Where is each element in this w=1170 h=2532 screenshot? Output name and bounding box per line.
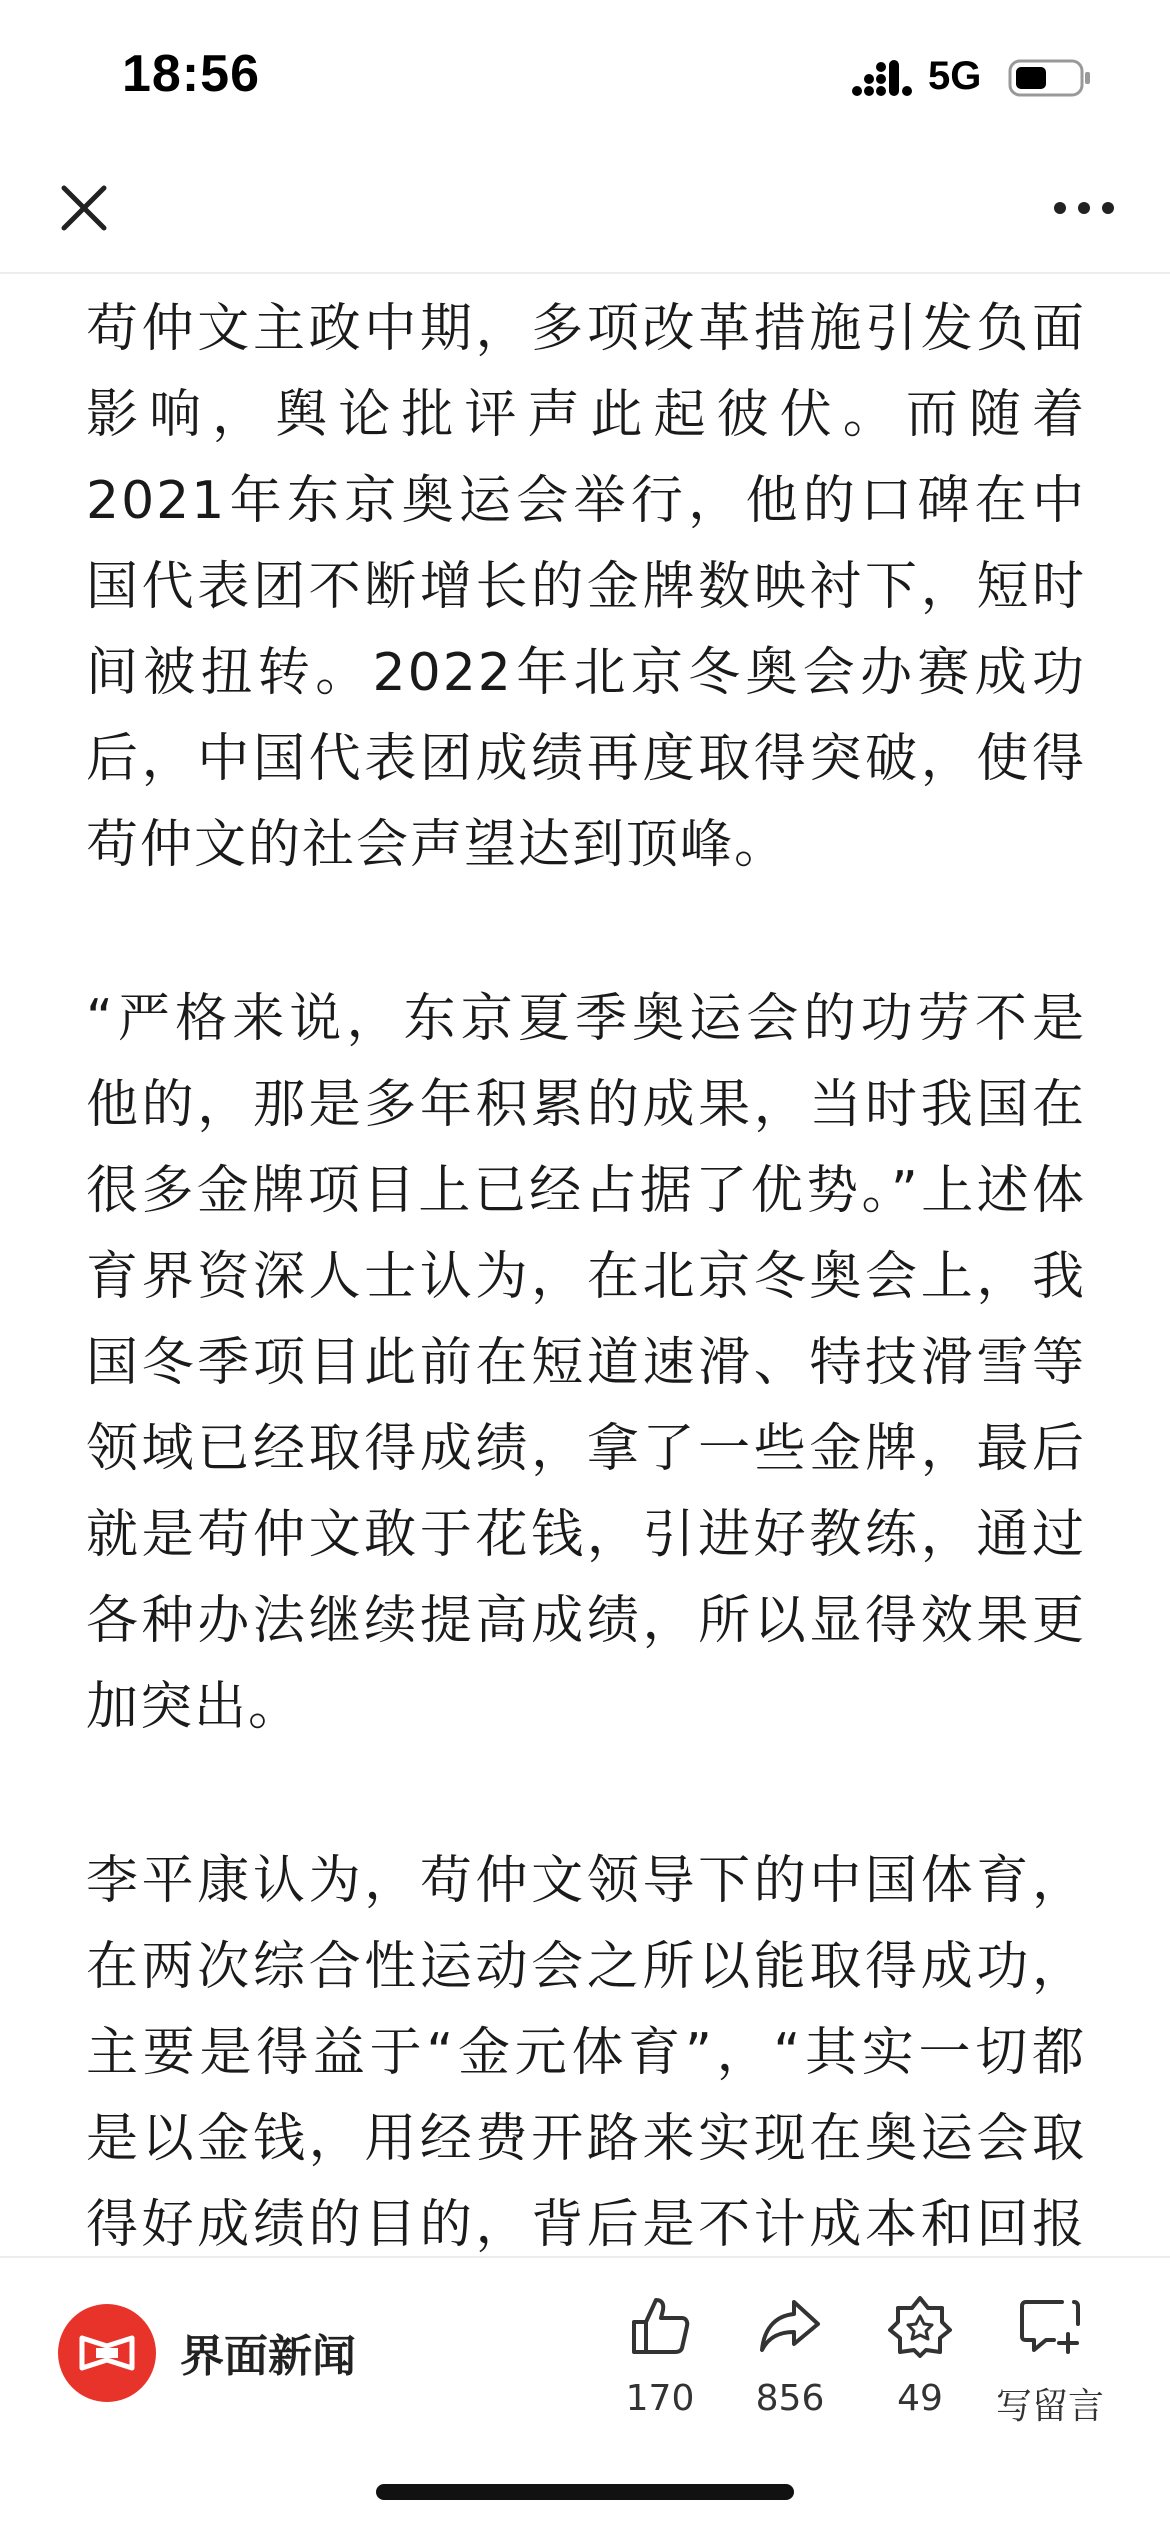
like-count: 170	[625, 2378, 695, 2419]
status-time: 18:56	[122, 45, 260, 103]
article-paragraph: “严格来说，东京夏季奥运会的功劳不是他的，那是多年积累的成果，当时我国在很多金牌项目上已经占据了优势。”上述体育界资深人士认为，在北京冬奥会上，我国冬季项目此前在短道速滑、特技滑雪等领域已经取得成绩，拿了一些金牌，最后就是苟仲文敢于花钱，引进好教练，通过各种办法继续提高成绩，所以显得效果更加突出。	[86, 989, 1086, 1737]
like-button[interactable]	[590, 2294, 730, 2434]
source-logo-icon	[78, 2332, 136, 2374]
share-button[interactable]	[720, 2294, 860, 2434]
network-type-label: 5G	[928, 54, 982, 98]
comment-add-icon	[1018, 2294, 1082, 2358]
article-body	[86, 286, 1086, 2442]
battery-icon	[1008, 58, 1092, 98]
source-logo[interactable]	[58, 2304, 156, 2402]
article-paragraph: 李平康认为，苟仲文领导下的中国体育，在两次综合性运动会之所以能取得成功，主要是得益于“金元体育”，“其实一切都是以金钱，用经费开路来实现在奥运会取得好成绩的目的，背后是不计成本和回报	[86, 1851, 1086, 2255]
cellular-signal-icon	[852, 58, 912, 98]
write-comment-label: 写留言	[995, 2386, 1104, 2427]
more-dots-icon[interactable]	[1052, 198, 1116, 218]
close-icon[interactable]	[56, 180, 112, 236]
favorite-star-icon	[888, 2294, 952, 2358]
thumbs-up-icon	[628, 2294, 692, 2358]
write-comment-button[interactable]	[980, 2294, 1120, 2434]
article-paragraph: 苟仲文主政中期，多项改革措施引发负面影响，舆论批评声此起彼伏。而随着2021年东京奥运会举行，他的口碑在中国代表团不断增长的金牌数映衬下，短时间被扭转。2022年北京冬奥会办赛成功后，中国代表团成绩再度取得突破，使得苟仲文的社会声望达到顶峰。	[86, 299, 1086, 875]
favorite-button[interactable]	[850, 2294, 990, 2434]
share-count: 856	[755, 2378, 825, 2419]
share-arrow-icon	[758, 2294, 822, 2358]
favorite-count: 49	[897, 2378, 943, 2419]
nav-bar	[0, 150, 1170, 274]
source-name[interactable]: 界面新闻	[180, 2331, 356, 2382]
home-indicator[interactable]	[376, 2484, 794, 2500]
status-bar	[0, 0, 1170, 150]
